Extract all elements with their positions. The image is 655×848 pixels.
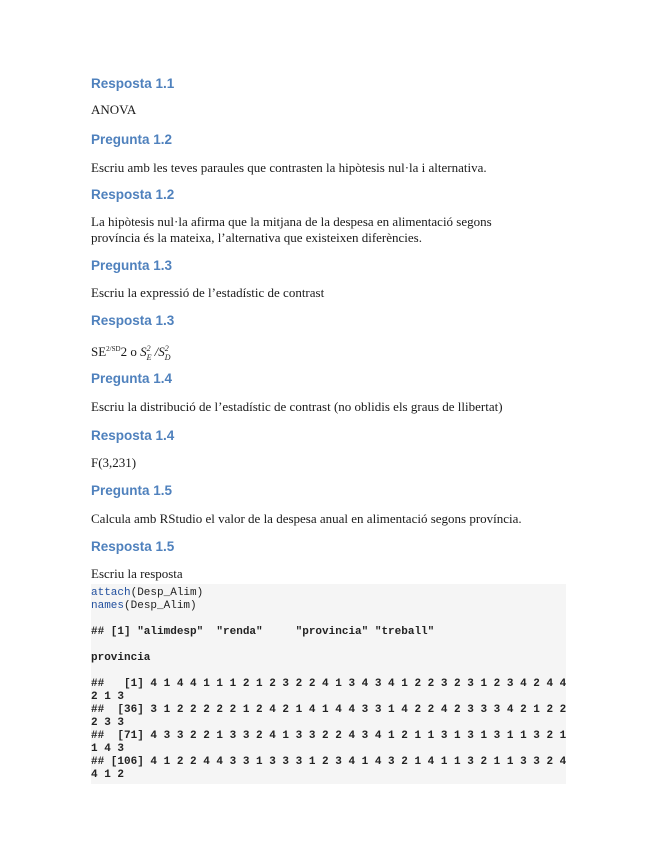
resposta-1-2-line2: província és la mateixa, l’alternativa que existeixen diferències. xyxy=(91,230,422,245)
pregunta-1-3-text: Escriu la expressió de l’estadístic de contrast xyxy=(91,285,325,300)
code-fn-attach: attach xyxy=(91,587,131,599)
code-output-names: ## [1] "alimdesp" "renda" "provincia" "treball" xyxy=(91,626,435,638)
formula-s-d: S xyxy=(158,344,165,359)
code-arg-names: (Desp_Alim) xyxy=(124,600,197,612)
pregunta-1-2-heading: Pregunta 1.2 xyxy=(91,132,173,147)
pregunta-1-3-heading: Pregunta 1.3 xyxy=(91,258,173,273)
formula-s-e: S xyxy=(140,344,147,359)
pregunta-1-4-text: Escriu la distribució de l’estadístic de contrast (no oblidis els graus de llibertat) xyxy=(91,399,503,414)
pregunta-1-2-text: Escriu amb les teves paraules que contrasten la hipòtesis nul·la i alternativa. xyxy=(91,160,487,175)
formula-slash: / xyxy=(154,344,159,359)
pregunta-1-4-heading: Pregunta 1.4 xyxy=(91,371,173,386)
code-fn-names: names xyxy=(91,600,125,612)
pregunta-1-5-heading: Pregunta 1.5 xyxy=(91,483,173,498)
code-output-row-1b: 2 1 3 xyxy=(91,691,125,703)
resposta-1-2-line1: La hipòtesis nul·la afirma que la mitjana de la despesa en alimentació segons xyxy=(91,214,492,229)
formula-s-e-sub: E xyxy=(146,353,152,362)
code-output-row-3a: ## [71] 4 3 3 2 2 1 3 3 2 4 1 3 3 2 2 4 3 4 1 2 1 1 3 1 3 1 3 1 1 3 2 1 xyxy=(91,730,567,742)
formula-s-e-sup: 2 xyxy=(146,344,151,353)
resposta-1-4-heading: Resposta 1.4 xyxy=(91,428,175,443)
resposta-1-3-heading: Resposta 1.3 xyxy=(91,313,175,328)
code-output-row-2a: ## [36] 3 1 2 2 2 2 2 1 2 4 2 1 4 1 4 4 3 3 1 4 2 2 4 2 3 3 3 4 2 1 2 2 xyxy=(91,704,567,716)
code-output-row-2b: 2 3 3 xyxy=(91,717,125,729)
resposta-1-3-formula xyxy=(91,341,566,360)
pregunta-1-5-text: Calcula amb RStudio el valor de la despesa anual en alimentació segons província. xyxy=(91,511,522,526)
resposta-1-2-text xyxy=(91,214,566,246)
formula-se: SE xyxy=(91,344,107,359)
formula-se-superscript: 2/SD xyxy=(106,345,121,353)
resposta-1-2-heading: Resposta 1.2 xyxy=(91,187,175,202)
code-output-row-4b: 4 1 2 xyxy=(91,769,125,781)
formula-two-o: 2 o xyxy=(120,344,141,359)
code-arg-attach: (Desp_Alim) xyxy=(130,587,204,599)
resposta-1-1-heading: Resposta 1.1 xyxy=(91,76,175,91)
code-output-row-1a: ## [1] 4 1 4 4 1 1 1 2 1 2 3 2 2 4 1 3 4 3 4 1 2 2 3 2 3 1 2 3 4 2 4 4 xyxy=(91,678,567,690)
formula-s-d-sub: D xyxy=(164,353,171,362)
code-output-row-3b: 1 4 3 xyxy=(91,743,125,755)
resposta-1-5-heading: Resposta 1.5 xyxy=(91,539,175,554)
resposta-1-4-text: F(3,231) xyxy=(91,455,137,470)
formula-s-d-sup: 2 xyxy=(164,344,169,353)
code-output-row-4a: ## [106] 4 1 2 2 4 4 3 3 1 3 3 3 1 2 3 4 1 4 3 2 1 4 1 1 3 2 1 1 3 3 2 4 xyxy=(91,756,567,768)
resposta-1-1-text: ANOVA xyxy=(91,102,137,117)
r-code-block xyxy=(91,584,566,784)
document-page xyxy=(91,74,566,784)
code-output-provincia: provincia xyxy=(91,652,151,664)
resposta-1-5-text: Escriu la resposta xyxy=(91,566,183,581)
